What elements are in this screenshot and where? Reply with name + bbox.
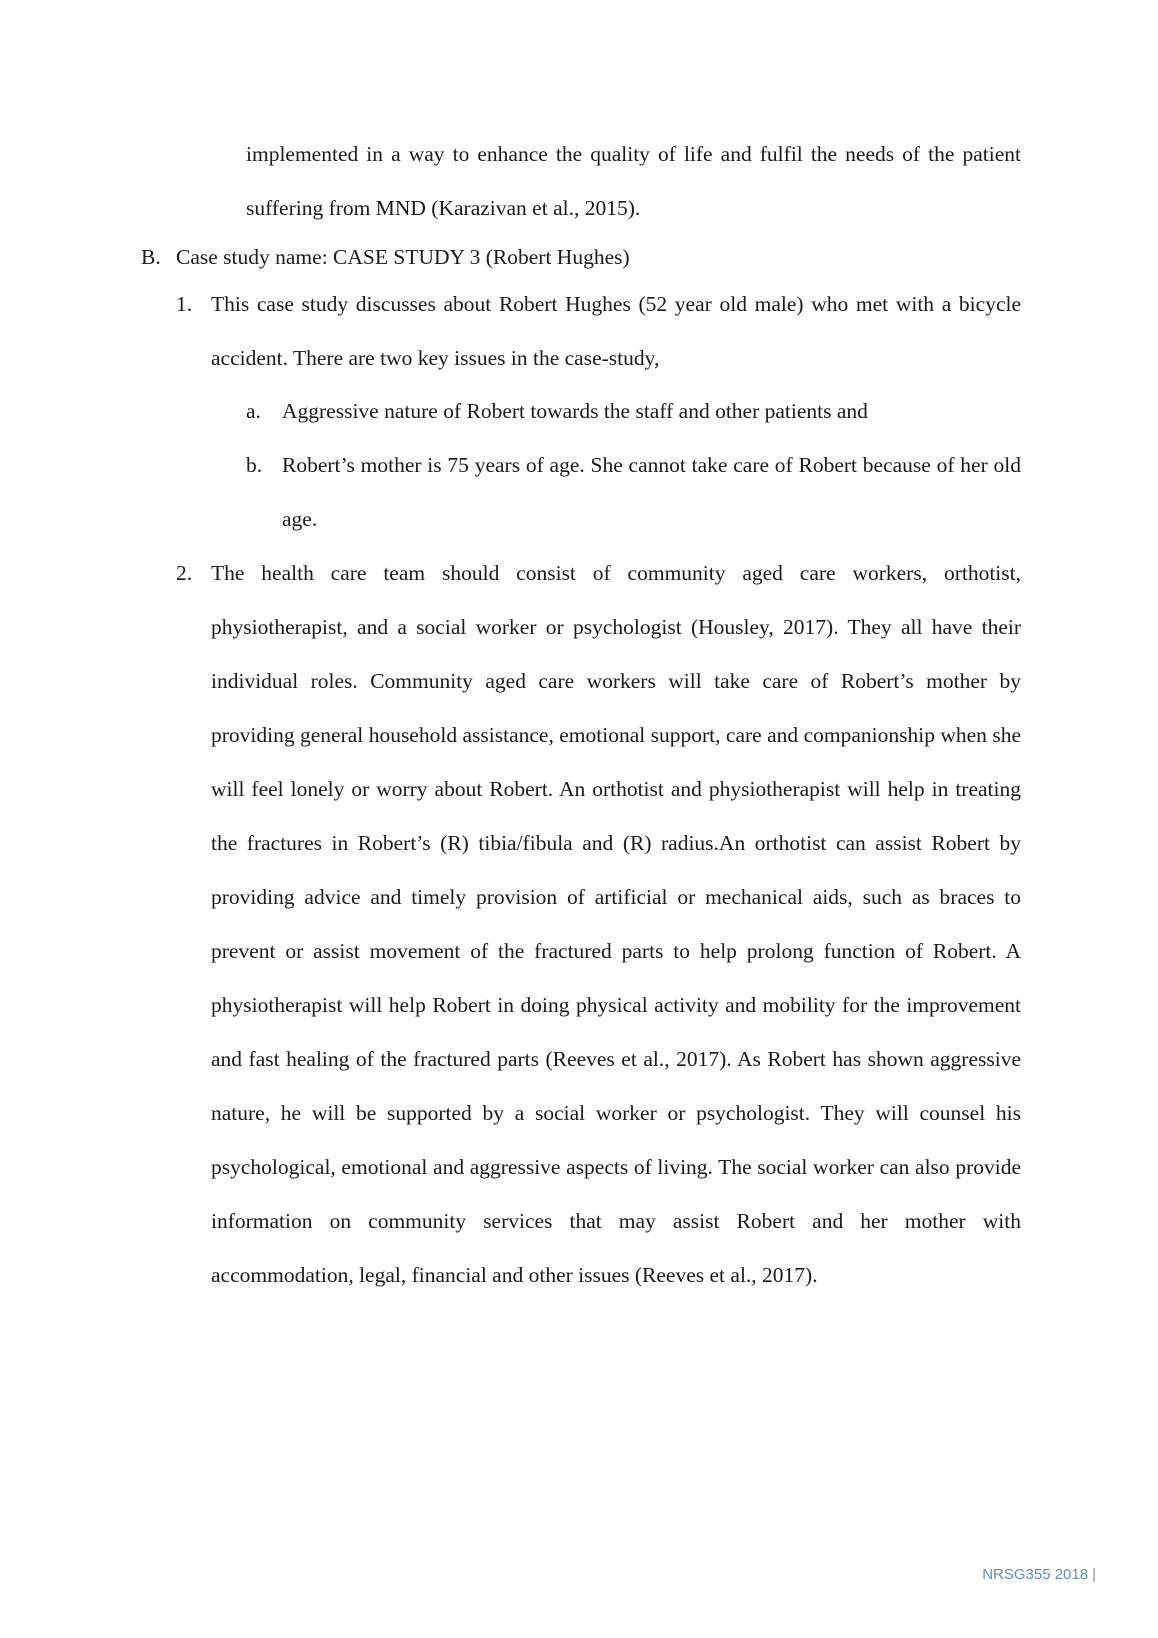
- item-1-marker: 1.: [176, 292, 193, 316]
- subitem-b-text: Robert’s mother is 75 years of age. She cannot take care of Robert because of her old age.: [282, 453, 1021, 531]
- item-2-marker: 2.: [176, 561, 193, 585]
- section-b-marker: B.: [141, 245, 161, 269]
- continuation-paragraph: implemented in a way to enhance the quality of life and fulfil the needs of the patient suffering from MND (Karazivan et al., 2015).: [246, 142, 1021, 220]
- subitem-a-marker: a.: [246, 399, 261, 423]
- page-footer: [982, 1566, 1096, 1583]
- section-b-heading: Case study name: CASE STUDY 3 (Robert Hughes): [176, 245, 630, 269]
- subitem-b-marker: b.: [246, 453, 263, 477]
- footer-separator: |: [1092, 1566, 1096, 1583]
- footer-text: NRSG355 2018: [982, 1566, 1089, 1583]
- item-2-text: The health care team should consist of community aged care workers, orthotist, physiotherapist, and a social worker or psychologist (Housley, 2017). They all have their individual roles. Community aged care workers will take care of Robert’s mother by providing general household assistance, emotional support, care and companionship when she will feel lonely or worry about Robert. An orthotist and physiotherapist will help in treating the fractures in Robert’s (R) tibia/fibula and (R) radius.An orthotist can assist Robert by providing advice and timely provision of artificial or mechanical aids, such as braces to prevent or assist movement of the fractured parts to help prolong function of Robert. A physiotherapist will help Robert in doing physical activity and mobility for the improvement and fast healing of the fractured parts (Reeves et al., 2017). As Robert has shown aggressive nature, he will be supported by a social worker or psychologist. They will counsel his psychological, emotional and aggressive aspects of living. The social worker can also provide information on community services that may assist Robert and her mother with accommodation, legal, financial and other issues (Reeves et al., 2017).: [211, 561, 1021, 1287]
- item-1-text: This case study discusses about Robert Hughes (52 year old male) who met with a bicycle accident. There are two key issues in the case-study,: [211, 292, 1021, 370]
- subitem-a-text: Aggressive nature of Robert towards the staff and other patients and: [282, 399, 868, 423]
